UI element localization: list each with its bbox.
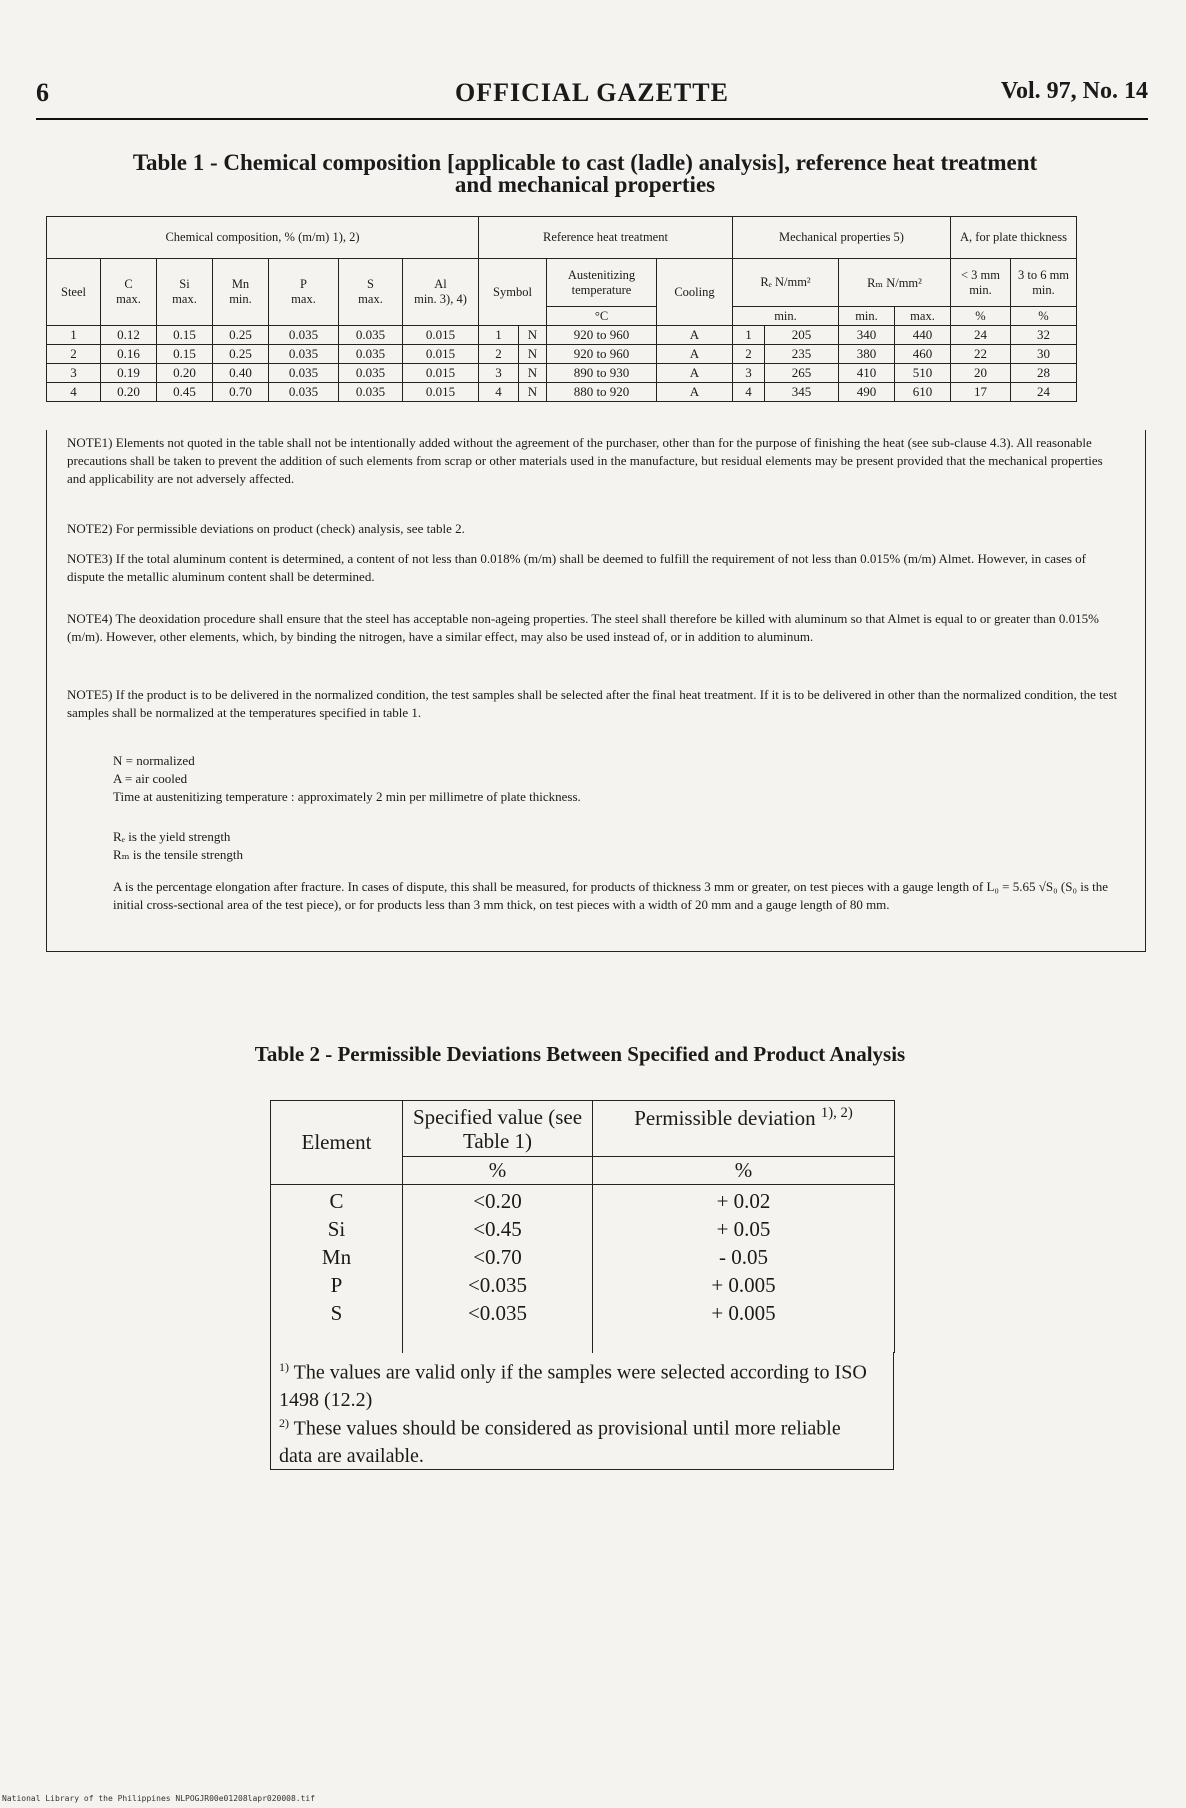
legend-elongation: A is the percentage elongation after fracture. In cases of dispute, this shall be measured, for products of thickness 3 mm or greater, on test pieces with a gauge length of L₀ = 5.65 √S₀ (S₀ is the initial cross-sectional area of the test piece), or for products less than 3 mm thick, on test pieces with a width of 20 mm and a gauge length of 80 mm.	[113, 879, 1109, 912]
t2-col-element: Element	[271, 1101, 403, 1185]
col-rm: Rₘ N/mm²	[839, 259, 951, 307]
col-re: Rₑ N/mm²	[733, 259, 839, 307]
table2	[270, 1100, 895, 1353]
t2-elements: C Si Mn P S	[271, 1185, 403, 1353]
table-row: 2 0.16 0.15 0.25 0.035 0.035 0.015 2 N 920 to 960 A 2 235 380 460 22 30	[47, 345, 1077, 364]
t2-unit-dev: %	[593, 1157, 895, 1185]
t2-col-specified: Specified value (see Table 1)	[403, 1101, 593, 1157]
footnote-2: $^{2)}$ These values should be considered as provisional until more reliable data are available.	[279, 1416, 841, 1467]
note-2: NOTE2) For permissible deviations on product (check) analysis, see table 2.	[67, 521, 465, 536]
col-rm-min: min.	[839, 307, 895, 326]
col-rm-max: max.	[895, 307, 951, 326]
table-row: 4 0.20 0.45 0.70 0.035 0.035 0.015 4 N 880 to 920 A 4 345 490 610 17 24	[47, 383, 1077, 402]
note-4: NOTE4) The deoxidation procedure shall ensure that the steel has acceptable non-ageing properties. The steel shall therefore be killed with aluminum so that Almet is equal to or greater than 0.015% (m/m). However, other elements, which, by binding the nitrogen, have a similar effect, may also be used instead of, or in addition to aluminum.	[67, 611, 1099, 644]
mech-group-header: Mechanical properties 5)	[733, 217, 951, 259]
col-re-min: min.	[733, 307, 839, 326]
col-lt3: < 3 mm min.	[951, 259, 1011, 307]
volume-label: Vol. 97, No. 14	[1000, 78, 1148, 104]
table-row: 1 0.12 0.15 0.25 0.035 0.035 0.015 1 N 920 to 960 A 1 205 340 440 24 32	[47, 326, 1077, 345]
heat-group-header: Reference heat treatment	[479, 217, 733, 259]
col-aust: Austenitizing temperature	[547, 259, 657, 307]
col-al: Al min. 3), 4)	[403, 259, 479, 326]
table1-notes	[46, 430, 1146, 952]
page-number: 6	[36, 78, 49, 107]
gazette-title: OFFICIAL GAZETTE	[455, 78, 729, 107]
table2-title: Table 2 - Permissible Deviations Between Specified and Product Analysis	[254, 1042, 906, 1066]
legend-normalized: N = normalized	[113, 753, 195, 768]
t2-specified-values: <0.20 <0.45 <0.70 <0.035 <0.035	[403, 1185, 593, 1353]
chem-group-header: Chemical composition, % (m/m) 1), 2)	[47, 217, 479, 259]
t2-unit-spec: %	[403, 1157, 593, 1185]
col-s: S max.	[339, 259, 403, 326]
note-5: NOTE5) If the product is to be delivered in the normalized condition, the test samples shall be selected after the final heat treatment. If it is to be delivered in other than the normalized condition, the test samples shall be normalized at the temperatures specified in table 1.	[67, 687, 1118, 720]
col-t36-unit: %	[1011, 307, 1077, 326]
col-p: P max.	[269, 259, 339, 326]
table2-footnotes	[270, 1352, 894, 1470]
table1	[46, 216, 1077, 402]
table-row: 3 0.19 0.20 0.40 0.035 0.035 0.015 3 N 890 to 930 A 3 265 410 510 20 28	[47, 364, 1077, 383]
table1-title: Table 1 - Chemical composition [applicable to cast (ladle) analysis], reference heat treatment and mechanical properties	[132, 150, 1038, 197]
footnote-1: $^{1)}$ The values are valid only if the samples were selected according to ISO 1498 (12.2)	[279, 1360, 867, 1411]
legend-tensile: Rₘ is the tensile strength	[113, 847, 244, 862]
col-symbol: Symbol	[479, 259, 547, 326]
legend-yield: Rₑ is the yield strength	[113, 829, 231, 844]
table2-values	[271, 1185, 895, 1353]
col-mn: Mn min.	[213, 259, 269, 326]
col-t36: 3 to 6 mm min.	[1011, 259, 1077, 307]
note-3: NOTE3) If the total aluminum content is determined, a content of not less than 0.018% (m/m) shall be deemed to fulfill the requirement of not less than 0.015% (m/m) Almet. However, in cases of dispute the metallic aluminum content shall be determined.	[67, 551, 1087, 584]
col-lt3-unit: %	[951, 307, 1011, 326]
scan-footer: National Library of the Philippines NLPOGJR00e01208lapr020008.tif	[2, 1794, 316, 1803]
t2-col-deviation: Permissible deviation $^{1), 2)}$	[593, 1101, 895, 1157]
note-1: NOTE1) Elements not quoted in the table shall not be intentionally added without the agreement of the purchaser, other than for the purpose of finishing the heat (see sub-clause 4.3). All reasonable precautions shall be taken to prevent the addition of such elements from scrap or other materials used in the manufacture, but residual elements may be present provided that the mechanical properties and applicability are not adversely affected.	[67, 435, 1103, 486]
col-si: Si max.	[157, 259, 213, 326]
legend-air-cooled: A = air cooled	[113, 771, 188, 786]
elong-group-header: A, for plate thickness	[951, 217, 1077, 259]
col-steel: Steel	[47, 259, 101, 326]
t2-deviation-values: + 0.02 + 0.05 - 0.05 + 0.005 + 0.005	[593, 1185, 895, 1353]
header-rule	[36, 118, 1148, 120]
col-aust-unit: °C	[547, 307, 657, 326]
col-c: C max.	[101, 259, 157, 326]
legend-time: Time at austenitizing temperature : approximately 2 min per millimetre of plate thickness.	[113, 789, 581, 804]
page-header	[36, 78, 1148, 118]
col-cooling: Cooling	[657, 259, 733, 326]
